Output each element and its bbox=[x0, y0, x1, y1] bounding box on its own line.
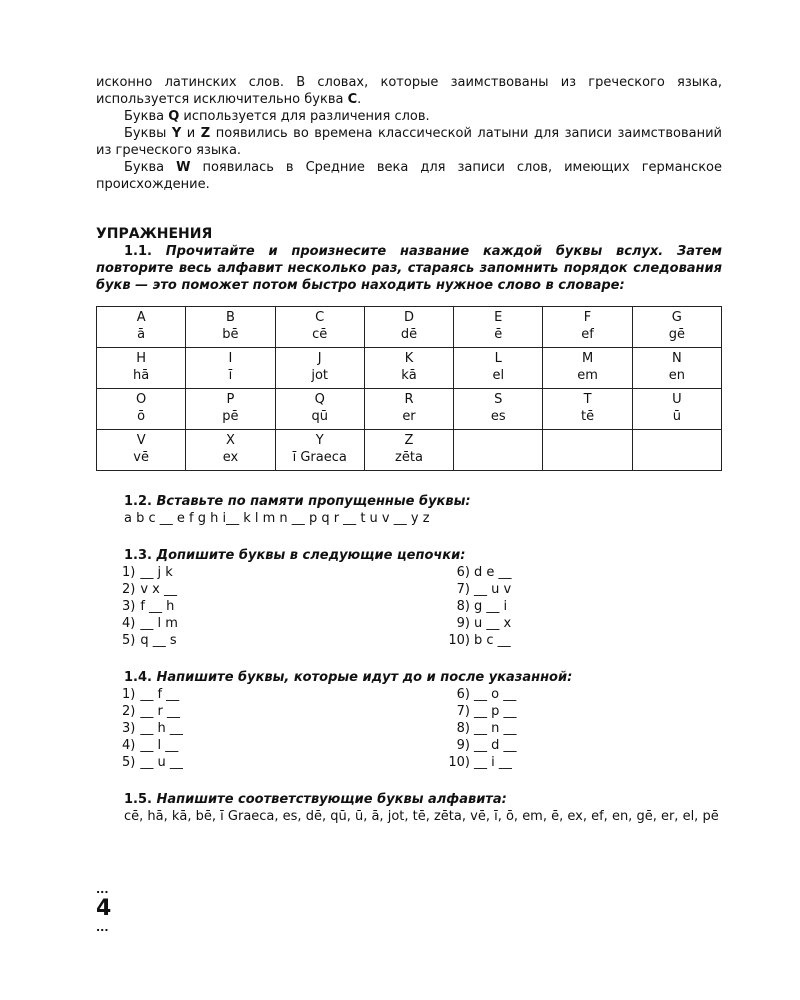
section-title: УПРАЖНЕНИЯ bbox=[96, 226, 213, 242]
list-item bbox=[96, 720, 430, 737]
item-number: 6) bbox=[456, 565, 470, 580]
letter-cell bbox=[364, 389, 453, 430]
exercise-instruction: Вставьте по памяти пропущенные буквы: bbox=[156, 494, 471, 509]
letter-name: ī Graeca bbox=[292, 450, 347, 465]
item-number: 4) bbox=[122, 738, 136, 753]
item-number: 1) bbox=[122, 687, 136, 702]
item-number: 7) bbox=[456, 582, 470, 597]
letter: A bbox=[136, 310, 146, 325]
item-sequence: __ i __ bbox=[474, 755, 512, 770]
item-sequence: __ h __ bbox=[140, 721, 183, 736]
letter: L bbox=[494, 351, 502, 366]
intro-text bbox=[96, 74, 722, 193]
letter-cell bbox=[632, 348, 721, 389]
exercise-1-1 bbox=[96, 243, 722, 294]
letter-cell bbox=[275, 389, 364, 430]
letter-name: pē bbox=[222, 409, 239, 424]
letter-name: ō bbox=[137, 409, 146, 424]
list-item bbox=[96, 686, 430, 703]
exercise-line: a b c __ e f g h i__ k l m n __ p q r __ t u v __ y z bbox=[124, 511, 430, 526]
exercise-1-5 bbox=[96, 791, 722, 825]
list-item bbox=[96, 598, 430, 615]
table-row bbox=[97, 430, 722, 471]
exercise-1-4 bbox=[96, 669, 722, 771]
item-number: 5) bbox=[122, 755, 136, 770]
item-number: 2) bbox=[122, 704, 136, 719]
exercise-number: 1.5. bbox=[124, 792, 152, 807]
exercise-1-2 bbox=[96, 493, 722, 527]
letter-name: em bbox=[577, 368, 598, 383]
list-item bbox=[96, 754, 430, 771]
item-sequence: __ p __ bbox=[474, 704, 517, 719]
letter-name: hā bbox=[133, 368, 150, 383]
item-number: 3) bbox=[122, 599, 136, 614]
list-item bbox=[430, 564, 722, 581]
letter-cell bbox=[454, 389, 543, 430]
letter-name: en bbox=[668, 368, 685, 383]
item-number: 3) bbox=[122, 721, 136, 736]
item-number: 6) bbox=[456, 687, 470, 702]
letter-cell bbox=[275, 348, 364, 389]
item-sequence: __ n __ bbox=[474, 721, 517, 736]
letter-name: tē bbox=[580, 409, 595, 424]
item-list bbox=[96, 686, 722, 771]
alphabet-table bbox=[96, 306, 722, 471]
table-row bbox=[97, 348, 722, 389]
text: исконно латинских слов. В словах, которые заимствованы из греческого языка, используется исключительно буква bbox=[96, 75, 722, 107]
letter-cell bbox=[543, 307, 632, 348]
letter-cell bbox=[97, 307, 186, 348]
letter-cell bbox=[543, 389, 632, 430]
item-number: 7) bbox=[456, 704, 470, 719]
letter: J bbox=[317, 351, 322, 366]
text: Буквы bbox=[124, 126, 172, 141]
letter-cell bbox=[454, 307, 543, 348]
item-sequence: __ l m bbox=[140, 616, 178, 631]
list-item bbox=[430, 720, 722, 737]
item-number: 8) bbox=[456, 721, 470, 736]
letter-name: jot bbox=[311, 368, 329, 383]
letter-name: ē bbox=[494, 327, 503, 342]
letter-name: qū bbox=[311, 409, 328, 424]
letter-cell bbox=[97, 430, 186, 471]
letter-name: ū bbox=[672, 409, 681, 424]
item-number: 4) bbox=[122, 616, 136, 631]
table-row bbox=[97, 307, 722, 348]
letter-cell bbox=[364, 307, 453, 348]
item-number: 1) bbox=[122, 565, 136, 580]
letter-name: cē bbox=[312, 327, 328, 342]
text: Буква bbox=[124, 160, 177, 175]
item-number: 9) bbox=[456, 616, 470, 631]
item-number: 2) bbox=[122, 582, 136, 597]
list-item bbox=[430, 754, 722, 771]
table-row bbox=[97, 389, 722, 430]
letter: N bbox=[671, 351, 682, 366]
letter: C bbox=[315, 310, 325, 325]
letter: T bbox=[583, 392, 592, 407]
letter: V bbox=[136, 433, 146, 448]
letter-name: vē bbox=[133, 450, 149, 465]
list-item bbox=[96, 737, 430, 754]
page-content bbox=[96, 74, 722, 825]
letter-name: ī bbox=[228, 368, 233, 383]
text: Буква bbox=[124, 109, 169, 124]
list-item bbox=[430, 686, 722, 703]
exercise-number: 1.4. bbox=[124, 670, 152, 685]
letter-cell bbox=[186, 307, 275, 348]
letter: B bbox=[225, 310, 235, 325]
exercise-number: 1.3. bbox=[124, 548, 152, 563]
list-item bbox=[430, 632, 722, 649]
letter: K bbox=[404, 351, 414, 366]
letter-name: kā bbox=[401, 368, 417, 383]
letter-cell bbox=[275, 307, 364, 348]
list-item bbox=[96, 632, 430, 649]
letter-name: bē bbox=[222, 327, 239, 342]
letter-cell bbox=[543, 348, 632, 389]
letter: W bbox=[176, 160, 191, 175]
letter: Q bbox=[168, 109, 180, 124]
item-list bbox=[96, 564, 722, 649]
letter: Y bbox=[171, 126, 182, 141]
text: используется для различения слов. bbox=[179, 109, 430, 124]
list-item bbox=[430, 581, 722, 598]
letter-cell bbox=[97, 389, 186, 430]
letter-name: ā bbox=[137, 327, 146, 342]
exercise-instruction: Прочитайте и произнесите название каждой буквы вслух. Затем повторите весь алфавит несколько раз, стараясь запомнить порядок следования букв — это поможет потом быстро находить нужное слово в словаре: bbox=[96, 244, 723, 293]
letter: Z bbox=[404, 433, 414, 448]
exercise-instruction: Напишите соответствующие буквы алфавита: bbox=[156, 792, 507, 807]
item-sequence: d e __ bbox=[474, 565, 512, 580]
letter: P bbox=[226, 392, 235, 407]
letter-name: ef bbox=[581, 327, 594, 342]
letter: M bbox=[581, 351, 594, 366]
item-sequence: u __ x bbox=[474, 616, 512, 631]
letter-cell bbox=[364, 348, 453, 389]
item-sequence: __ u v bbox=[474, 582, 512, 597]
letter-cell bbox=[632, 430, 721, 471]
exercise-instruction: Напишите буквы, которые идут до и после указанной: bbox=[156, 670, 573, 685]
letter: Y bbox=[315, 433, 324, 448]
letter-cell bbox=[454, 430, 543, 471]
text: . bbox=[357, 92, 362, 107]
letter: S bbox=[494, 392, 503, 407]
item-number: 10) bbox=[448, 755, 470, 770]
exercise-instruction: Допишите буквы в следующие цепочки: bbox=[156, 548, 466, 563]
letter: F bbox=[583, 310, 592, 325]
letter-name: es bbox=[490, 409, 506, 424]
text: появилась в Средние века для записи слов, имеющих германское происхождение. bbox=[96, 160, 722, 192]
letter: R bbox=[404, 392, 414, 407]
text: появились во времена классической латыни для записи заимствований из греческого языка. bbox=[96, 126, 722, 158]
item-sequence: b c __ bbox=[474, 633, 511, 648]
letter-cell bbox=[186, 348, 275, 389]
item-number: 8) bbox=[456, 599, 470, 614]
letter-name: dē bbox=[400, 327, 418, 342]
list-item bbox=[96, 703, 430, 720]
item-number: 5) bbox=[122, 633, 136, 648]
item-sequence: __ j k bbox=[140, 565, 173, 580]
list-item bbox=[96, 615, 430, 632]
page-number: 4 bbox=[96, 896, 112, 921]
letter-name: zēta bbox=[395, 450, 423, 465]
letter: U bbox=[672, 392, 682, 407]
item-sequence: __ d __ bbox=[474, 738, 517, 753]
letter: Q bbox=[314, 392, 325, 407]
page-dots-bottom: ... bbox=[96, 921, 109, 934]
letter: G bbox=[671, 310, 682, 325]
list-item bbox=[430, 615, 722, 632]
exercise-number: 1.1. bbox=[124, 244, 152, 259]
letter: E bbox=[494, 310, 503, 325]
letter-cell bbox=[632, 307, 721, 348]
page-dots-top: ... bbox=[96, 883, 109, 896]
letter-cell bbox=[543, 430, 632, 471]
list-item bbox=[430, 737, 722, 754]
letter-cell bbox=[186, 430, 275, 471]
letter: Z bbox=[200, 126, 211, 141]
text: и bbox=[181, 126, 201, 141]
letter-cell bbox=[275, 430, 364, 471]
item-number: 10) bbox=[448, 633, 470, 648]
item-sequence: __ u __ bbox=[140, 755, 183, 770]
exercise-number: 1.2. bbox=[124, 494, 152, 509]
letter: I bbox=[228, 351, 233, 366]
exercise-line: cē, hā, kā, bē, ī Graeca, es, dē, qū, ū, ā, jot, tē, zēta, vē, ī, ō, em, ē, ex, ef, en, gē, er, el, pē bbox=[124, 809, 719, 824]
letter-cell bbox=[632, 389, 721, 430]
letter-name: el bbox=[492, 368, 505, 383]
list-item bbox=[430, 598, 722, 615]
page-footer bbox=[96, 884, 136, 934]
item-number: 9) bbox=[456, 738, 470, 753]
letter: O bbox=[136, 392, 147, 407]
item-sequence: __ r __ bbox=[140, 704, 180, 719]
letter-cell bbox=[364, 430, 453, 471]
letter-cell bbox=[186, 389, 275, 430]
item-sequence: v x __ bbox=[140, 582, 177, 597]
list-item bbox=[430, 703, 722, 720]
item-sequence: f __ h bbox=[140, 599, 175, 614]
item-sequence: __ o __ bbox=[474, 687, 517, 702]
list-item bbox=[96, 564, 430, 581]
letter-cell bbox=[454, 348, 543, 389]
letter: X bbox=[225, 433, 235, 448]
letter: C bbox=[347, 92, 358, 107]
letter-name: er bbox=[402, 409, 416, 424]
exercise-1-3 bbox=[96, 547, 722, 649]
letter: H bbox=[136, 351, 147, 366]
item-sequence: g __ i bbox=[474, 599, 508, 614]
list-item bbox=[96, 581, 430, 598]
letter-cell bbox=[97, 348, 186, 389]
letter-name: gē bbox=[668, 327, 685, 342]
letter: D bbox=[403, 310, 414, 325]
letter-name: ex bbox=[222, 450, 239, 465]
item-sequence: q __ s bbox=[140, 633, 177, 648]
item-sequence: __ f __ bbox=[140, 687, 180, 702]
item-sequence: __ l __ bbox=[140, 738, 179, 753]
